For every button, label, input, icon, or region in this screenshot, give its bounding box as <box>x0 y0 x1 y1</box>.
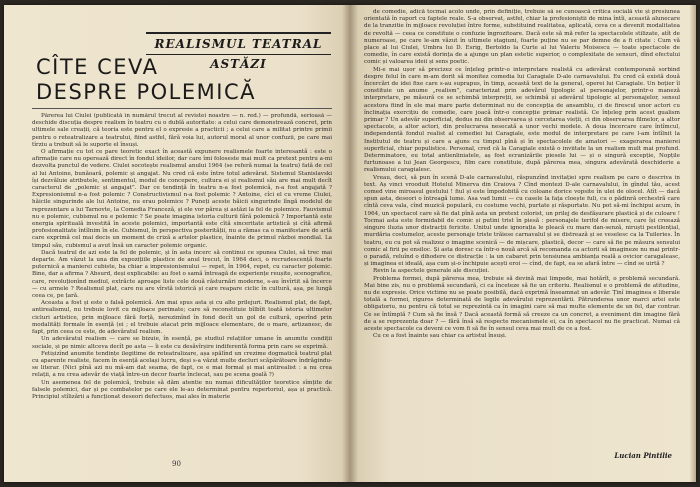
paragraph: Revin la aspectele generale ale discuției. <box>373 268 490 275</box>
right-page <box>350 5 696 482</box>
page-edge <box>690 5 696 482</box>
paragraph: Dacă teatrul de azi este la fel de polemic, și în asta incerc să continui ce spunea Ciulei, să trec mai departe. Am văzut la una din expozițiile plastice de anul trecut, în 1964 deci, o recrudescență foarte puternică a manierei cubiste, ba chiar a impresionismului — repet, în 1964, repet, cu caracter polemic. Bine, dar a afirma ? Absurd, deși explicabile: au fost o samă întreagă de experiențe reușite, scenografice, care, revoluționînd mediul, extrăcte aproape liste cele două răsturnări moderne, s-au învîrtit să încerce — cu armele ? Realismul plat, care nu are vîrstă istorică și care reapare ciclic în cultură, așa, pe lungă ceea ce, pe țară. <box>32 249 332 300</box>
paragraph: Problema formei, după părerea mea, trebuie să devină mai limpede, mai hotărît, o problemă secundară. Mai bine zis, nu o problemă secundară, ci ca înceteze să fie un criteriu. Realismul e o problemă de atitudine, nu de expresie. Orice victime nu se poate posibilă, dacă exprimă înseamnat un adevăr. Ținî imaginea e liberale totală a formei, riguros determinată de legile adevărului reprezentării. Pătrunderea unor marci artei este obligatoriu, nu pentru că totul se reprezintă ca în imagini care să mai multe elemente de un fel, dar contrar. Ce se întîmplă ? Cum să fie însă ? Dacă această formă să creeze ca un concret, a eveniment din imagine fără de a se reprezenta doar ? — fără însă să respecte mecanismele ei, ca în spectacol nu fie practicat. Numai că aceste spectacole ca deveni ce vom fi să fie în sensul ceva mai mult de ce a fost. <box>364 275 680 332</box>
title-rule <box>32 108 332 109</box>
book-spread <box>4 5 696 482</box>
running-title: REALISMUL TEATRAL ASTĂZI <box>146 32 331 55</box>
paragraph: de comedie, adică tocmai acolo unde, prin definiție, trebuie să se cunoască critica socială vie și presiunea orientată în raport cu faptele reale. S-a observat, astfel, chiar la profesioniștii de mina întîi, această alunecare de la tranzitie în mijloace revoluției între forme, substituind realitatea, aplicată, ceva ce a devenit modalitatea de revoltă — ceea ce constituie o confuzie îngrozitoare. Dacă este să mă refer la spectacolele stilizate, atît de numeroase, pe care le-am văzut în ultimele stagiuni, foarte puține nu se par demne de a fi citate : Cum vă place al lui Ciulei, Umbra lui D. Esrig, Bertoldo la Curte al lui Valeriu Moisescu — toate spectacole de comedie, în care există dorința de a ajunge un plan estetic superior, o complexitate de sensuri, dînd efectului comic și valoarea ideii și sens poetic. <box>364 9 680 66</box>
paragraph: Vreau, deci, să pun în scenă D-ale carnavalului, răspunzînd invitației spre realism pe care o descriva in text. Aș vinci vrooduit Hotelul Minerva din Craiova ? Cînd montezi D-ale carnavalului, în gîndul tău, acest comed vine miroasul gestului ! fiul și este împodobită cu coloane dorice vopsite în ulei de olocel. Atît — dacă spun asta, deseori o întreagă lume. Asa vad lumii — cu casele la fața cloește fuli, cu o pădinră orchestră care cîntă ceva vala, cînd muzică populară, cu costume vechi, purtate și răspurtate. Nu pot să-mi închipui acum, în 1964, un spectacol care să fie dat pînă asta un pretext colorist, un prilej de desfășurare plastică și de culoare ! Tocmai asta este formidabil de comic și putini trist în piesă : personajele terifol de misere, care își creează singure iluzia unor distracții fericite. Unitul unde ignorația le pleacă cu mare dan-senză, niruști pestilențial, murdăria costumelor, aceste personaje triste trăiese carnavalul și se distrează și se veselesc ca la Tuileries. În teatru, eu cu pot să realizez o imagine scenică — de mișcare, plastică, decor — care să fie pe măsura sensului comic al firii pe ensiloc. Și asta doresc ca într-o nouă arcă să recomanda ca actorii să imagineze nu mai printr-o paradă, reluînd o dihodere ce distracție : la un cabaret prin tensiunea ambianța reală a ovicior caragaleasc, și imaginea ei ideală, așa cum și-o închipuie acești eroi — cînd, de fapt, ea se afară între — cînd se uirtă ? <box>364 174 680 268</box>
page-number: 90 <box>172 460 181 468</box>
paragraph: Aceasta a fost și este o falsă polemică. Am mai spus asta și cu alte prilejuri. Realismul plat, de fapt, antirealismul, nu trebuie lovit cu mijloace perimate; care să reconstituie bîlbîit toată istoria ultimelor cicluri artistice, prin mijloace fără forță, nerezimînd în fond decît un gol de cultură, operînd prin modalități formale în esență (ei ; el trebuie atacat prin mijloace elementare, de o mare, artizanesc, de fapt, prin ceea ce este, de adevăratul realism. <box>32 300 332 336</box>
paragraph: Părerea lui Ciulei (publicată în numărul trecut al revistei noastre — n. red.) — profundă, serioasă — deschide discuția despre realism în teatru cu o dublă autoritate: a celui care demonstrează concret, prin ultimele sale creații, că teoria este pentru el o expresie a practicii ; a celui care a militat printre primii pentru o reteatralizare a teatrului, fiind astfel, fără voia lui, autorul moral al unor confuzii, pe care mai tîrziu a trebuit să le suporte el însuși. <box>32 113 332 148</box>
paragraph: Mi-e mai ușor să precizez ce înțeleg printr-o interpretare realistă cu adevărat contemporană sorbind despre felul în care m-am dorit să monitez comedia lui Caragiale D-ale carnavalului. Eu cred că există două încercări de idei fixe care s-au suprapus, în timp, această text de la general, operei lui Caragiale. Un boțier îl constituie un anume „realism”, caracterizat prin adevărul tipologic al personajelor, printr-o maneză interpretare, pe măsură ce se schimbă interpreții, se schimbă și adevărul tipologic al personajelor, sensul acestora fiind în ele mai mare parte determinat nu de concepția de ansamblu, ci de firescul unor actori cu înclinația exercițiu de comedie, care joacă într-o concepție primar realistă. Ce înțeleg prin acest gualism primar ? Un adevăr superficial, dedus nu din observarea și cercetarea vieții, ci din observarea filmelor, a altor spectacole, a altor actori, din prelucrarea nesecată a unor vechi modele. A doua încercare care întîmcul, independentă fondul realist al comediei lui Caragiale, este modul de interpretare pe care l-am întîlnit la Institutul de teatru și care a ajuns cu timpul pînă și în spectacolele de amatori — exagerarea manierei superficial, chiar populistice. Personal, cred că la Caragiale există o inviitate la un realism mult mai profund. Determinatore, eu total antienliniatele, aș fost ecranizările piesele lui — și o singură excepție, Nopțile furtunoase a lui Jean Georgescu, film care constituie, după părerea mea, singura adevărată deschiderie a realismului caragialesc. <box>364 66 680 174</box>
article-title <box>36 55 326 105</box>
left-column-text <box>32 113 332 455</box>
right-column-text <box>364 9 680 449</box>
author-signature: Lucian Pintilie <box>614 451 672 460</box>
article-title-line1: CÎTE CEVA <box>36 55 159 79</box>
left-page <box>4 5 350 482</box>
book-gutter <box>342 5 358 482</box>
paragraph: O afirmație cu tot ce pare teoretic exact în această expunere realismele foarte interesantă : este o afirmație care nu operează direct în fondul ideilor, dar care îmi foloseste mai mult ca pretext pentru a-mi dezvolta punctul de vedere. Ciulei socotește realismul anului 1964 (se referă numai la teatru) fată de cel al lui Antoine, bunăoară, polemic și angajat. Nu cred că este între totul adevărat. Sistemul Stanislavski își dezvăluie atributele, sentimentul, modul de concepere, cultura ei și realismul său are mai mult decît caracterul de „polemic și angajat”. Dar ce tendință în teatru n-a fost polemică, n-a fost angajată ? Expresionismul n-a fost polemic ? Constructivismul n-a fost polemic ? Antoine, cîci el cu vreme Ciulei, hăicile singurinde ale lui Antoine, nu erau polemice ? Puneți aceste hăicii singurinde lîngă modelul de reprezentare a lui Tarnovte, la Comedia Franceză, și ele vor părea și astăzi la fel de polemice. Fauvismul nu e polemic, cubismul nu e polemic ? Se poate imagina istoria culturii fără polemică ? Importantă este energia spirituală investită în aceste polemici, importantă este cîtă sinceritate artistică și cîtă afirmă profesionalitate întîlnim în ele. Cubismul, în perspectiva posterității, nu a rămas ca o manifestare de artă care exprimă cel mai decis un moment de criză a artelor plastice, înainte de primul război mondial. La timpul său, cubismul a avut însă un caracter polemic organic. <box>32 149 332 249</box>
paragraph: Un asemenea fel de polemică, trebuie să dăm atentie nu numai dificultăților teoretice sîmțite de falsele polemici, dar și pe combatelor pe care ele le-au determinat pentru repertoriul, așa și practică. Principiul stîlizării a funcționat deseori defectuos, mai ales în materie <box>32 379 332 400</box>
paragraph: Cu ce a fost înainte sau chiar ca artistul însuși. <box>373 333 507 340</box>
paragraph: Un adevăratul realism — care se bizuie, în esență, pe studiul relațiilor umane în anumite condiții sociale, și pe nimic altceva decît pe asta — îi este cu desăvîrșire indiferentă forma prin care se exprimă. <box>32 336 332 350</box>
paragraph: Fetișizînd anumite tendințe ilegitime de reteatralizare, așa spălînd un crezime dogmatică teatrul plat cu aparente realiste, facem în esență același lucru, deși s-a văzut multe decluri scăpărătoare îndrăgindu-se literar. (Nici pînă azi nu mă-am dat seama, de fapt, ce e mai formal și mai antirealist : a nu crea relații, a nu crea adevăr de viață între-un decor foarte înclecat, sau pe scena goală ?) <box>32 350 332 379</box>
article-title-line2: DESPRE POLEMICĂ <box>36 80 256 104</box>
